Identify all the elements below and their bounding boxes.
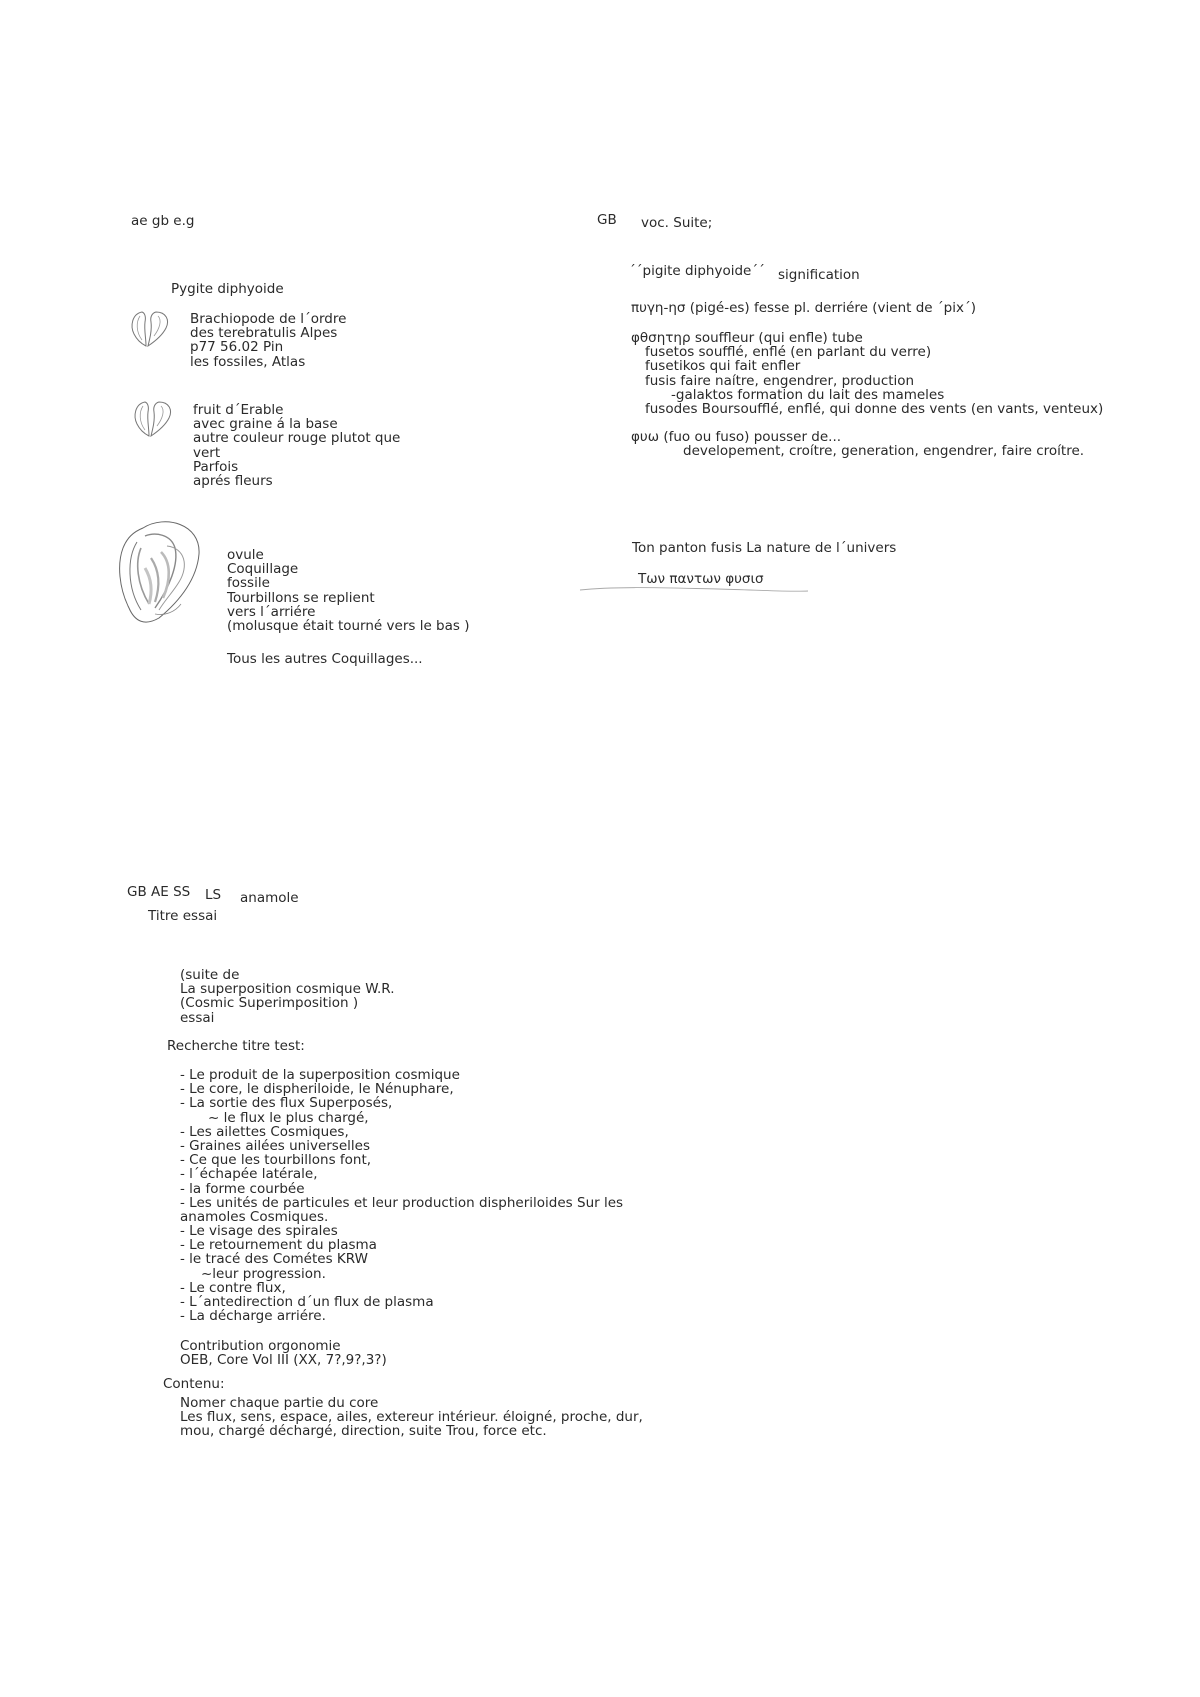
erable-line: avec graine á la base [193, 416, 338, 433]
contribution-block [180, 1339, 387, 1367]
anamole-label: anamole [240, 890, 299, 906]
pigite-title: ´´pigite diphyoide´´ [629, 263, 765, 279]
contenu-heading: Contenu: [163, 1376, 225, 1392]
shell-fossil-sketch-icon [115, 518, 207, 628]
list-item: - Le retournement du plasma [180, 1237, 377, 1254]
list-item: - Les unités de particules et leur production dispheriloides Sur les [180, 1194, 624, 1211]
suite-line: (suite de [180, 967, 240, 983]
suite-line: essai [180, 1009, 215, 1026]
underline-stroke [578, 582, 810, 596]
brachiopode-line: p77 56.02 Pin [190, 339, 284, 356]
left-header: ae gb e.g [131, 213, 195, 229]
greek-panton-line: Των παντων φυσισ [638, 571, 764, 587]
list-item: - Le contre flux, [180, 1279, 286, 1296]
recherche-heading: Recherche titre test: [167, 1038, 305, 1054]
phthister-block [631, 331, 1103, 416]
phthister-line: φθσητηρ souffleur (qui enfle) tube [631, 330, 863, 346]
ovule-line: Coquillage [227, 561, 299, 578]
list-item: - Le core, le dispheriloide, le Nénuphare, [180, 1081, 454, 1098]
erable-line: fruit d´Erable [193, 402, 284, 418]
suite-line: La superposition cosmique W.R. [180, 981, 395, 998]
ovule-note [227, 548, 469, 633]
phthister-line: fusis faire naítre, engendrer, production [645, 372, 915, 389]
titre-essai: Titre essai [148, 908, 218, 924]
maple-seed-sketch-icon [131, 398, 177, 440]
title-list [180, 1068, 623, 1323]
brachiopode-line: Brachiopode de l´ordre [190, 311, 347, 327]
list-item: - le tracé des Cométes KRW [180, 1251, 368, 1268]
list-item: - Graines ailées universelles [180, 1137, 370, 1154]
erable-line: Parfois [193, 458, 239, 475]
phuo-line: φυω (fuo ou fuso) pousser de... [631, 429, 842, 445]
contribution-line: OEB, Core Vol III (XX, 7?,9?,3?) [180, 1352, 387, 1369]
signification-label: signification [778, 267, 860, 283]
phuo-block [631, 430, 1084, 458]
suite-line: (Cosmic Superimposition ) [180, 995, 359, 1012]
list-item: anamoles Cosmiques. [180, 1208, 329, 1225]
list-item: - Le visage des spirales [180, 1223, 338, 1240]
right-header-gb: GB [597, 212, 617, 228]
phthister-line: -galaktos formation du lait des mameles [671, 386, 945, 403]
right-header-voc: voc. Suite; [641, 215, 713, 231]
brachiopode-note [190, 312, 346, 369]
brachiopode-line: des terebratulis Alpes [190, 325, 338, 342]
left-title: Pygite diphyoide [171, 281, 284, 297]
ovule-line: Tourbillons se replient [227, 589, 375, 606]
phthister-line: fusetikos qui fait enfler [645, 358, 801, 375]
list-item: - La décharge arriére. [180, 1308, 326, 1325]
list-item: - Le produit de la superposition cosmique [180, 1067, 460, 1083]
contenu-line: Les flux, sens, espace, ailes, extereur intérieur. éloigné, proche, dur, [180, 1409, 643, 1426]
phthister-line: fusetos soufflé, enflé (en parlant du verre) [645, 344, 932, 361]
contribution-line: Contribution orgonomie [180, 1338, 341, 1354]
phthister-line: fusodes Boursoufflé, enflé, qui donne des vents (en vants, venteux) [645, 400, 1104, 417]
list-item: ~ le flux le plus chargé, [208, 1109, 369, 1126]
list-item: - Ce que les tourbillons font, [180, 1152, 372, 1169]
erable-line: vert [193, 444, 221, 461]
panton-line: Ton panton fusis La nature de l´univers [632, 540, 897, 556]
suite-block [180, 968, 394, 1025]
pyge-line: πυγη-ησ (pigé-es) fesse pl. derriére (vient de ´pix´) [631, 300, 976, 316]
list-item: - la forme courbée [180, 1180, 305, 1197]
phuo-line: developement, croítre, generation, engendrer, faire croítre. [683, 443, 1085, 460]
contenu-line: Nomer chaque partie du core [180, 1395, 379, 1411]
erable-note [193, 403, 400, 488]
ovule-line: ovule [227, 547, 264, 563]
ovule-line: vers l´arriére [227, 603, 316, 620]
brachiopode-line: les fossiles, Atlas [190, 353, 306, 370]
list-item: - Les ailettes Cosmiques, [180, 1123, 349, 1140]
ovule-line: (molusque était tourné vers le bas ) [227, 617, 470, 634]
bottom-header-codes: GB AE SS [127, 884, 191, 900]
list-item: - La sortie des flux Superposés, [180, 1095, 393, 1112]
contenu-line: mou, chargé déchargé, direction, suite Trou, force etc. [180, 1423, 547, 1440]
bottom-header-ls: LS [205, 887, 222, 903]
list-item: - l´échapée latérale, [180, 1166, 318, 1183]
ovule-line: fossile [227, 575, 270, 592]
erable-line: autre couleur rouge plutot que [193, 430, 401, 447]
brachiopod-sketch-icon [128, 308, 174, 350]
contenu-block [180, 1396, 643, 1439]
list-item: ~leur progression. [201, 1265, 326, 1282]
erable-line: aprés fleurs [193, 472, 273, 489]
list-item: - L´antedirection d´un flux de plasma [180, 1294, 434, 1310]
others-note: Tous les autres Coquillages... [227, 651, 423, 667]
